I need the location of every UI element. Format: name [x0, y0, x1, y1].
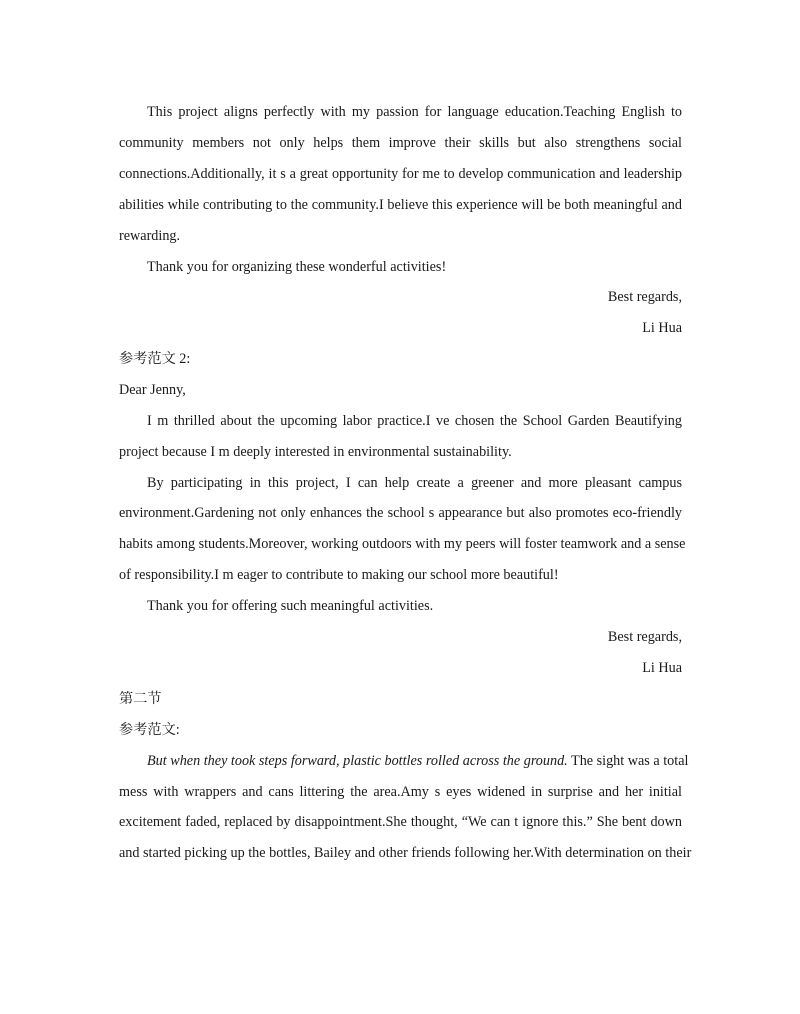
paragraph-line: and started picking up the bottles, Bailey and other friends following her.With determination on their — [119, 845, 692, 861]
paragraph-line: habits among students.Moreover, working outdoors with my peers will foster teamwork and a sense — [119, 536, 686, 552]
paragraph-line: By participating in this project, I can help create a greener and more pleasant campus — [147, 475, 682, 491]
signature-name: Li Hua — [642, 320, 682, 336]
closing-regards: Best regards, — [607, 289, 682, 305]
paragraph-line: environment.Gardening not only enhances the school s appearance but also promotes eco-friendly — [119, 505, 682, 521]
sample-essay-heading: 参考范文: — [119, 722, 180, 738]
paragraph-line: abilities while contributing to the community.I believe this experience will be both meaningful and — [119, 197, 682, 213]
sentence-continuation: The sight was a total — [567, 753, 689, 769]
closing-thanks: Thank you for organizing these wonderful activities! — [147, 259, 447, 275]
closing-thanks: Thank you for offering such meaningful activities. — [147, 598, 434, 614]
section-heading: 第二节 — [119, 691, 162, 707]
given-opening-sentence: But when they took steps forward, plastic bottles rolled across the ground. — [147, 753, 568, 769]
sample-essay-heading: 参考范文 2: — [119, 351, 191, 367]
paragraph-line: connections.Additionally, it s a great opportunity for me to develop communication and leadership — [119, 166, 682, 182]
paragraph-line: of responsibility.I m eager to contribute to making our school more beautiful! — [119, 567, 559, 583]
paragraph-line: This project aligns perfectly with my passion for language education.Teaching English to — [147, 104, 682, 120]
paragraph-line: excitement faded, replaced by disappointment.She thought, “We can t ignore this.” She bent down — [119, 814, 682, 830]
paragraph-line: mess with wrappers and cans littering the area.Amy s eyes widened in surprise and her initial — [119, 784, 682, 800]
paragraph-line — [147, 751, 689, 771]
closing-regards: Best regards, — [607, 629, 682, 645]
paragraph-line: rewarding. — [119, 228, 181, 244]
paragraph-line: project because I m deeply interested in environmental sustainability. — [119, 444, 512, 460]
letter-greeting: Dear Jenny, — [119, 382, 186, 398]
signature-name: Li Hua — [642, 660, 682, 676]
paragraph-line: community members not only helps them improve their skills but also strengthens social — [119, 135, 682, 151]
paragraph-line: I m thrilled about the upcoming labor practice.I ve chosen the School Garden Beautifying — [147, 413, 682, 429]
